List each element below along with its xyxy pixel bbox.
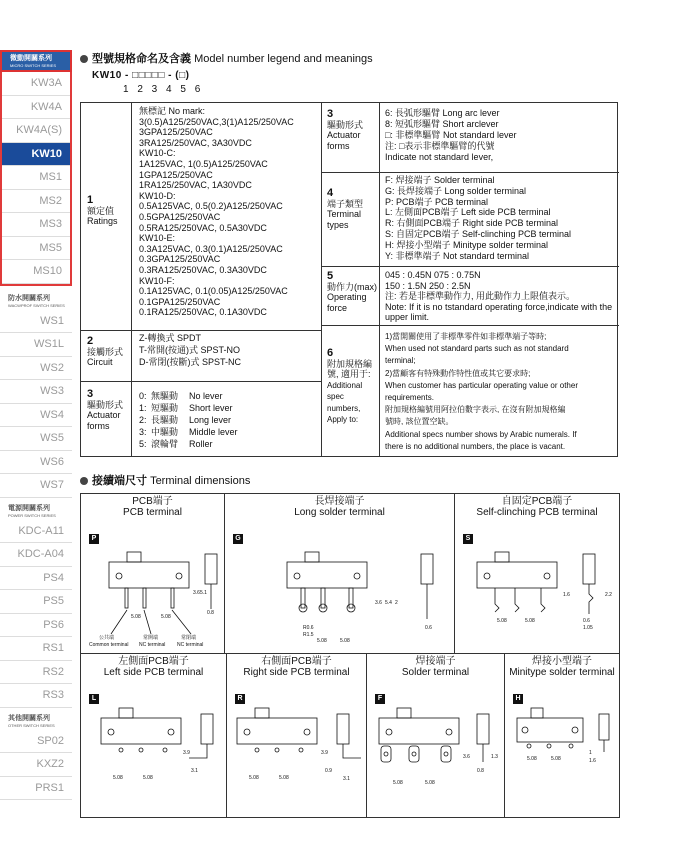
terminal-type-option: R: 右側面PCB端子 Right side PCB terminal [385,218,559,229]
row-number: 1 [87,194,94,206]
actuator-field: 短驅動 [151,403,179,413]
group-title: 防水開關系列 [8,294,50,302]
rating-line: 0.3GPA125/250VAC [139,254,221,265]
sidebar-item-ws4[interactable]: WS4 [0,404,72,428]
row-number: 3 [327,108,334,120]
sidebar-group-waterproof [0,292,72,310]
dim-label: 5.08 [527,756,537,762]
terminal-code-badge: H [513,694,523,704]
additional-line: When customer has particular operating value or other [385,380,578,390]
terminal-code-badge: G [233,534,243,544]
ratings-label [87,195,131,227]
sidebar-item-prs1[interactable]: PRS1 [0,777,72,801]
rating-line: KW10-C: [139,148,176,159]
rating-line: 1RA125/250VAC, 1A30VDC [139,180,252,191]
additional-line: requirements. [385,393,434,403]
rating-line: 3RA125/250VAC, 3A30VDC [139,137,252,148]
group-subtitle: MICRO SWITCH SERIES [10,63,57,68]
sidebar-group-other-items [0,730,72,801]
terminal-type-option: L: 左側面PCB端子 Left side PCB terminal [385,207,551,218]
sidebar-item-rs1[interactable]: RS1 [0,637,72,661]
actuator-option [139,438,238,450]
row-number: 6 [327,347,334,359]
label-cn: 驅動形式 [87,399,124,410]
minitype-solder-terminal-drawing [505,654,619,817]
terminal-cell-r [227,654,367,817]
dim-label: 5.1 [200,590,207,596]
dim-label: 5.08 [249,775,259,781]
group-title: 電源開關系列 [8,504,50,512]
circuit-list [139,332,241,368]
actuator-label-right [327,109,363,151]
dim-label: 1 [589,750,592,756]
actuator-right-list [385,108,516,163]
rating-line: 0.3RA125/250VAC, 0.3A30VDC [139,264,267,275]
group-subtitle: POWER SWITCH SERIES [8,512,56,518]
terminal-code-badge: S [463,534,473,544]
actuator-field: 中驅動 [151,427,179,437]
rating-line: 0.5RA125/250VAC, 0.5A30VDC [139,222,267,233]
force-list [385,270,612,323]
dim-label: R1.5 [303,632,314,638]
cell-title-en: Long solder terminal [294,507,385,518]
actuator-option [139,402,238,414]
additional-line: Additional specs number shows by Arabic numerals. If [385,429,577,439]
dim-label: R0.6 [303,625,314,631]
sidebar-item-kdc-a11[interactable]: KDC-A11 [0,520,72,544]
dim-label: 5.08 [497,618,507,624]
sidebar-group-power [0,502,72,520]
label-cn: 接觸形式 [87,346,124,357]
actuator-list [139,390,238,450]
rating-line: 0.1RA125/250VAC, 0.1A30VDC [139,307,267,318]
additional-label [327,348,377,426]
row-number: 3 [87,388,94,400]
actuator-field: 1: [139,403,147,413]
label-en: force [327,302,348,313]
label-en: Operating [327,292,367,302]
dim-label: 5.08 [393,780,403,786]
sidebar-item-ps5[interactable]: PS5 [0,590,72,614]
series-sidebar [0,50,72,800]
actuator-option: Indicate not standard lever, [385,152,494,162]
additional-line: 1)當開關使用了非標準零件如非標準端子等時; [385,332,547,341]
label-cn: 驅動形式 [327,119,364,130]
circuit-option: Z-轉換式 SPDT [139,333,201,343]
section-title-terminal [80,472,250,488]
rating-line: KW10-E: [139,233,176,244]
label-cn: 附加規格編號, 適用于: [327,358,373,379]
sidebar-item-ps4[interactable]: PS4 [0,567,72,591]
sidebar-item-ws5[interactable]: WS5 [0,427,72,451]
sidebar-item-kxz2[interactable]: KXZ2 [0,753,72,777]
sidebar-item-kw10[interactable]: KW10 [2,143,70,167]
sidebar-group-micro [0,50,72,72]
dim-label: 0.8 [477,768,484,774]
rating-line: 1A125VAC, 1(0.5)A125/250VAC [139,158,268,169]
actuator-field: 3: [139,427,147,437]
common-terminal-label-en: Common terminal [89,642,129,648]
dim-label: 5.08 [317,638,327,644]
no-terminal-label-en: NC terminal [177,642,204,648]
actuator-option [139,414,238,426]
rating-line: 0.1A125VAC, 0.1(0.05)A125/250VAC [139,286,288,297]
label-cn: 動作力(max) [327,281,377,292]
left-side-pcb-terminal-drawing [81,654,227,817]
label-en: forms [87,420,110,431]
sidebar-item-ms5[interactable]: MS5 [2,237,70,261]
cell-title-en: Right side PCB terminal [243,667,350,678]
dim-label: 3.6 [463,754,470,760]
cell-title-cn: 右側面PCB端子 [261,656,332,667]
label-en: Circuit [87,357,113,367]
dim-label: 3.6 [375,600,382,606]
cell-title-en: Minitype solder terminal [509,667,615,678]
dim-label: 3.1 [343,776,350,782]
additional-line: 號時, 該位置空缺。 [385,417,454,427]
terminal-code-badge: R [235,694,245,704]
terminal-code-badge: F [375,694,385,704]
sidebar-item-sp02[interactable]: SP02 [0,730,72,754]
additional-line: there is no additional numbers, the place is vacant. [385,441,566,451]
group-subtitle: WACWPROF SWITCH SERIES [8,302,65,308]
sidebar-item-ws1l[interactable]: WS1L [0,333,72,357]
circuit-option: T-常開(按通)式 SPST-NO [139,345,240,355]
rating-line: KW10-D: [139,190,176,201]
actuator-option: 6: 長弧形驅臂 Long arc lever [385,108,500,118]
right-side-pcb-terminal-drawing [227,654,367,817]
group-subtitle: OTHER SWITCH SERIES [8,722,55,728]
label-en: Additional spec numbers, Apply to: [327,380,363,424]
row-number: 5 [327,270,334,282]
row-number: 4 [327,187,334,199]
actuator-option: 8: 短弧形驅臂 Short arclever [385,119,499,129]
label-en: Actuator [87,410,121,420]
actuator-field: Short lever [189,403,233,413]
pcb-terminal-drawing [81,494,225,654]
circuit-label [87,336,123,368]
terminal-type-option: P: PCB端子 PCB terminal [385,196,489,207]
sidebar-item-ws3[interactable]: WS3 [0,380,72,404]
section-title-model [80,50,373,66]
dim-label: 1.6 [589,758,596,764]
additional-line: 2)當顧客有特殊動作特性值或其它要求時; [385,368,531,378]
terminal-type-option: H: 焊接小型端子 Minitype solder terminal [385,239,549,250]
bullet-icon [80,55,88,63]
additional-line: 附加規格編號用阿拉伯數字表示, 在沒有附加規格編 [385,405,566,415]
actuator-field: 滾輪臂 [151,439,179,449]
sidebar-item-kw4a-s-[interactable]: KW4A(S) [2,119,70,143]
actuator-field: 無驅動 [151,391,179,401]
dim-label: 5.08 [161,614,171,620]
solder-terminal-drawing [367,654,505,817]
additional-line: terminal; [385,356,416,366]
sidebar-item-kw3a[interactable]: KW3A [2,72,70,96]
terminal-cell-f [367,654,505,817]
actuator-option: □: 非標準驅臂 Not standard lever [385,130,517,140]
dim-label: 5.08 [143,775,153,781]
sidebar-group-power-items [0,520,72,708]
terminal-code-badge: L [89,694,99,704]
terminal-cell-p [81,494,225,654]
force-option: 150 : 1.5N 250 : 2.5N [385,280,471,291]
label-cn: 端子類型 [327,198,364,209]
dim-label: 3.6 [193,590,200,596]
actuator-option: 注: □表示非標準驅臂的代號 [385,141,495,151]
label-en: Ratings [87,216,118,226]
cell-title-cn: 焊接端子 [415,656,456,667]
section-title-en: Terminal dimensions [150,475,251,487]
circuit-option: D-常閉(按斷)式 SPST-NC [139,357,241,367]
actuator-field: Long lever [189,415,232,425]
sidebar-item-ws1[interactable]: WS1 [0,310,72,334]
actuator-option [139,390,238,402]
sidebar-item-rs3[interactable]: RS3 [0,684,72,708]
dim-label: 1.6 [563,592,570,598]
cell-title-en: Solder terminal [401,667,470,678]
self-clinching-terminal-drawing [455,494,619,654]
additional-line: When used not standard parts such as not standard [385,344,569,354]
actuator-field: 5: [139,439,147,449]
sidebar-group-other [0,712,72,730]
label-en: forms [327,140,350,151]
section-title-en: Model number legend and meanings [194,53,373,65]
sidebar-item-ms1[interactable]: MS1 [2,166,70,190]
row-number: 2 [87,335,94,347]
section-title-cn: 接續端尺寸 [92,475,147,487]
cell-title-cn: 左側面PCB端子 [118,656,189,667]
additional-list [385,331,613,453]
rating-line: 3(0.5)A125/250VAC,3(1)A125/250VAC [139,116,294,127]
force-option: upper limit. [385,312,430,322]
dim-label: 5.08 [131,614,141,620]
rating-line: 0.1GPA125/250VAC [139,296,221,307]
cell-title-cn: 自固定PCB端子 [501,496,573,507]
bullet-icon [80,477,88,485]
dim-label: 5.08 [425,780,435,786]
cell-title-cn: 焊接小型端子 [532,656,592,667]
sidebar-item-ws7[interactable]: WS7 [0,474,72,498]
rating-line: 0.5GPA125/250VAC [139,211,221,222]
cell-title-cn: PCB端子 [132,496,173,507]
sidebar-item-ps6[interactable]: PS6 [0,614,72,638]
sidebar-item-kdc-a04[interactable]: KDC-A04 [0,543,72,567]
sidebar-item-ws2[interactable]: WS2 [0,357,72,381]
group-title: 其他開關系列 [8,714,50,722]
force-option: 045 : 0.45N 075 : 0.75N [385,270,481,280]
terminal-type-option: S: 自固定PCB端子 Self-clinching PCB terminal [385,228,572,239]
terminal-types-label [327,188,363,230]
actuator-option [139,426,238,438]
dim-label: 2 [395,600,398,606]
sidebar-group-waterproof-items [0,310,72,498]
sidebar-item-ws6[interactable]: WS6 [0,451,72,475]
rating-line: 0.3A125VAC, 0.3(0.1)A125/250VAC [139,243,283,254]
rating-line: 0.5A125VAC, 0.5(0.2)A125/250VAC [139,201,283,212]
dim-label: 0.6 [425,625,432,631]
rating-line: KW10-F: [139,275,175,286]
label-en: Actuator [327,130,361,140]
cell-title-en: Left side PCB terminal [103,667,204,678]
actuator-label [87,389,123,431]
force-option: 注: 若是非標準動作力, 用此動作力上限值表示。 [385,291,576,301]
rating-line: 3GPA125/250VAC [139,127,213,138]
actuator-field: No lever [189,391,223,401]
force-label [327,271,377,313]
dim-label: 5.08 [279,775,289,781]
model-digits: 1 2 3 4 5 6 [123,84,204,95]
terminal-types-list [385,175,571,261]
label-cn: 額定值 [87,205,115,216]
dim-label: 0.6 [583,618,590,624]
dim-label: 1.3 [491,754,498,760]
sidebar-item-ms3[interactable]: MS3 [2,213,70,237]
terminal-code-badge: P [89,534,99,544]
nc-terminal-label-en: NC terminal [139,642,166,648]
dim-label: 5.08 [525,618,535,624]
sidebar-item-ms10[interactable]: MS10 [2,260,70,284]
terminal-dimensions [80,493,620,818]
dim-label: 5.4 [385,600,392,606]
rating-line: 無標記 No mark: [139,106,206,116]
ratings-list [139,106,321,318]
dim-label: 3.9 [183,750,190,756]
dim-label: 0.8 [207,610,214,616]
group-title: 微動開關系列 [10,55,52,62]
dim-label: 3.9 [321,750,328,756]
actuator-field: 長驅動 [151,415,179,425]
dim-label: 5.08 [551,756,561,762]
actuator-field: 2: [139,415,147,425]
dim-label: 3.1 [191,768,198,774]
terminal-type-option: G: 長焊接端子 Long solder terminal [385,185,527,196]
sidebar-item-ms2[interactable]: MS2 [2,190,70,214]
terminal-type-option: Y: 非標準端子 Not standard terminal [385,250,530,261]
dim-label: 5.08 [113,775,123,781]
sidebar-item-kw4a[interactable]: KW4A [2,96,70,120]
sidebar-item-rs2[interactable]: RS2 [0,661,72,685]
section-title-cn: 型號規格命名及含義 [92,53,191,65]
sidebar-group-micro-items [0,72,72,286]
dim-label: 1.05 [583,625,593,631]
label-en: types [327,219,349,230]
common-terminal-label: 公共端 [99,635,115,641]
terminal-cell-g [225,494,455,654]
terminal-type-option: F: 焊接端子 Solder terminal [385,175,495,185]
rating-line: 1GPA125/250VAC [139,169,213,180]
terminal-cell-s [455,494,619,654]
actuator-field: 0: [139,391,147,401]
cell-title-en: PCB terminal [123,507,182,518]
actuator-field: Middle lever [189,427,238,437]
terminal-cell-l [81,654,227,817]
model-code: KW10 - □□□□□ - (□) [92,70,190,81]
label-en: Terminal [327,209,362,219]
dim-label: 0.9 [325,768,332,774]
no-terminal-label: 常閉端 [181,635,197,641]
terminal-cell-h [505,654,619,817]
nc-terminal-label: 常開端 [143,635,159,641]
spec-table [80,102,618,457]
long-solder-terminal-drawing [225,494,455,654]
force-option: Note: If it is no tstandard operating force,indicate with the [385,301,613,312]
cell-title-cn: 長焊接端子 [314,496,365,507]
cell-title-en: Self-clinching PCB terminal [476,507,598,518]
actuator-field: Roller [189,439,213,449]
dim-label: 5.08 [340,638,350,644]
dim-label: 2.2 [605,592,612,598]
